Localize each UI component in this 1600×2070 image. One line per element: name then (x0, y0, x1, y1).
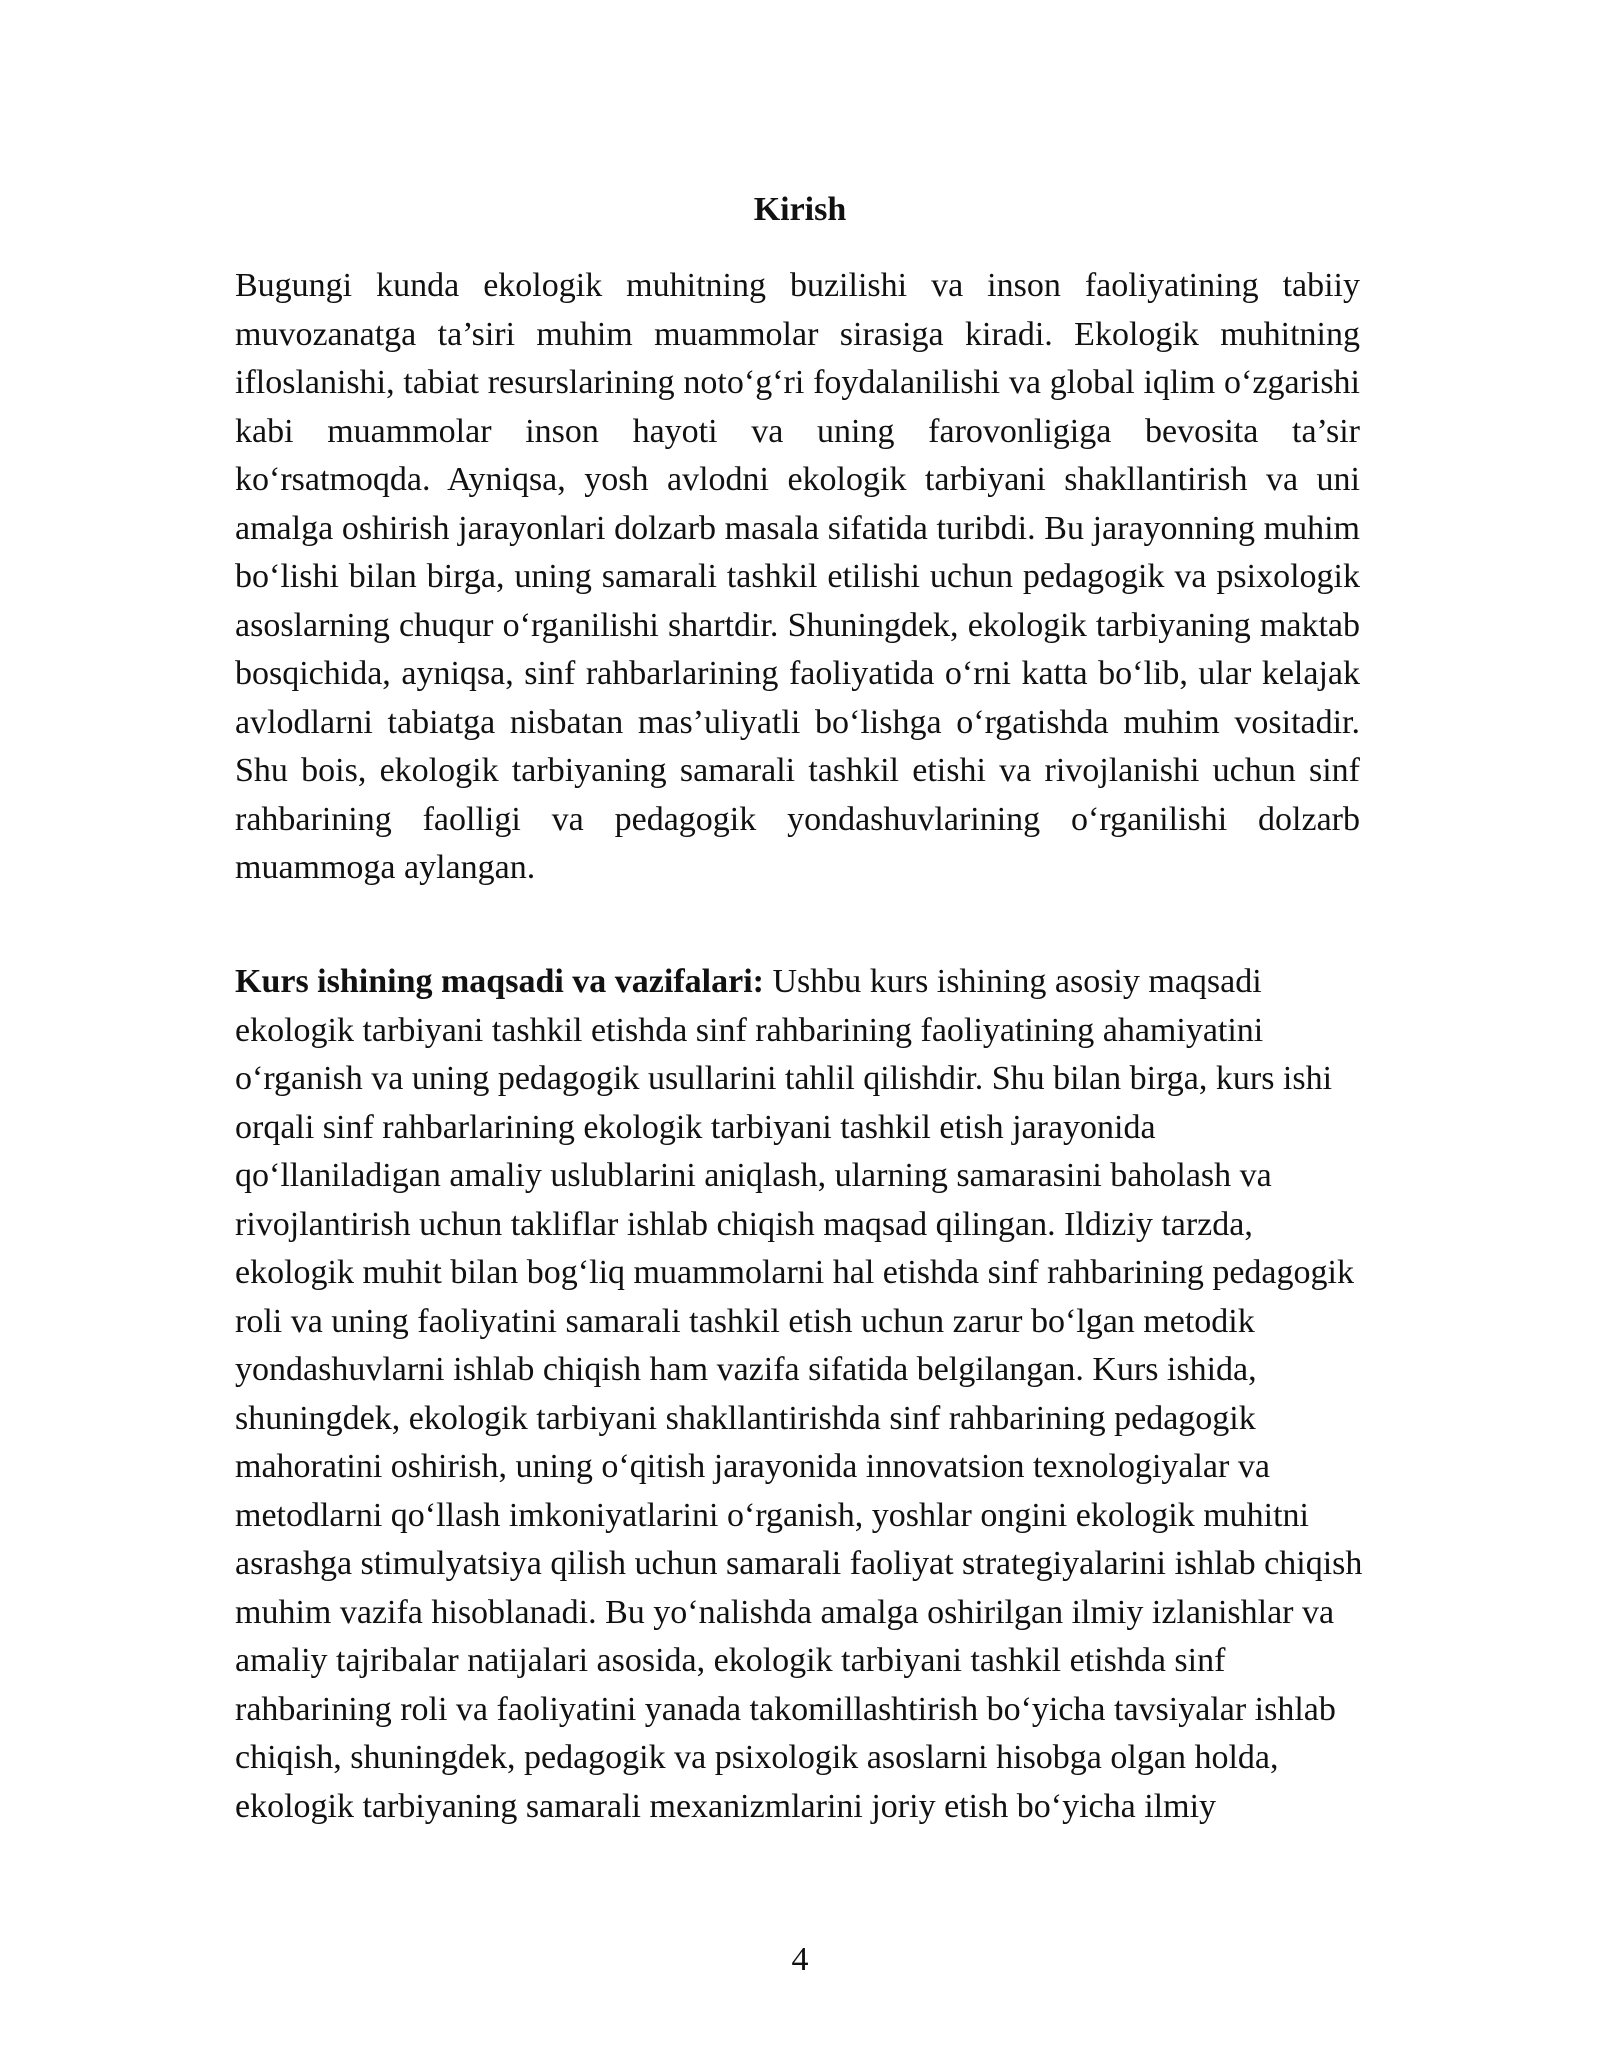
goals-body-text: Ushbu kurs ishining asosiy maqsadi ekologik tarbiyani tashkil etishda sinf rahbarining faoliyatining ahamiyatini o‘rganish va uning pedagogik usullarini tahlil qilishdir. Shu bilan birga, kurs ishi orqali sinf rahbarlarining ekologik tarbiyani tashkil etish jarayonida qo‘llaniladigan amaliy uslublarini aniqlash, ularning samarasini baholash va rivojlantirish uchun takliflar ishlab chiqish maqsad qilingan. Ildiziy tarzda, ekologik muhit bilan bog‘liq muammolarni hal etishda sinf rahbarining pedagogik roli va uning faoliyatini samarali tashkil etish uchun zarur bo‘lgan metodik yondashuvlarni ishlab chiqish ham vazifa sifatida belgilangan. Kurs ishida, shuningdek, ekologik tarbiyani shakllantirishda sinf rahbarining pedagogik mahoratini oshirish, uning o‘qitish jarayonida innovatsion texnologiyalar va metodlarni qo‘llash imkoniyatlarini o‘rganish, yoshlar ongini ekologik muhitni asrashga stimulyatsiya qilish uchun samarali faoliyat strategiyalarini ishlab chiqish muhim vazifa hisoblanadi. Bu yo‘nalishda amalga oshirilgan ilmiy izlanishlar va amaliy tajribalar natijalari asosida, ekologik tarbiyani tashkil etishda sinf rahbarining roli va faoliyatini yanada takomillashtirish bo‘yicha tavsiyalar ishlab chiqish, shuningdek, pedagogik va psixologik asoslarni hisobga olgan holda, ekologik tarbiyaning samarali mexanizmlarini joriy etish bo‘yicha ilmiy (235, 963, 1363, 1825)
section-title: Kirish (753, 191, 847, 228)
goals-paragraph (235, 958, 1365, 1831)
goals-heading: Kurs ishining maqsadi va vazifalari: (235, 963, 764, 1000)
introduction-paragraph: Bugungi kunda ekologik muhitning buzilishi va inson faoliyatining tabiiy muvozanatga ta’siri muhim muammolar sirasiga kiradi. Ekologik muhitning ifloslanishi, tabiat resurslarining noto‘g‘ri foydalanilishi va global iqlim o‘zgarishi kabi muammolar inson hayoti va uning farovonligiga bevosita ta’sir ko‘rsatmoqda. Ayniqsa, yosh avlodni ekologik tarbiyani shakllantirish va uni amalga oshirish jarayonlari dolzarb masala sifatida turibdi. Bu jarayonning muhim bo‘lishi bilan birga, uning samarali tashkil etilishi uchun pedagogik va psixologik asoslarning chuqur o‘rganilishi shartdir. Shuningdek, ekologik tarbiyaning maktab bosqichida, ayniqsa, sinf rahbarlarining faoliyatida o‘rni katta bo‘lib, ular kelajak avlodlarni tabiatga nisbatan mas’uliyatli bo‘lishga o‘rgatishda muhim vositadir. Shu bois, ekologik tarbiyaning samarali tashkil etishi va rivojlanishi uchun sinf rahbarining faolligi va pedagogik yondashuvlarining o‘rganilishi dolzarb muammoga aylangan. (235, 267, 1360, 886)
page-number: 4 (791, 1941, 809, 1978)
